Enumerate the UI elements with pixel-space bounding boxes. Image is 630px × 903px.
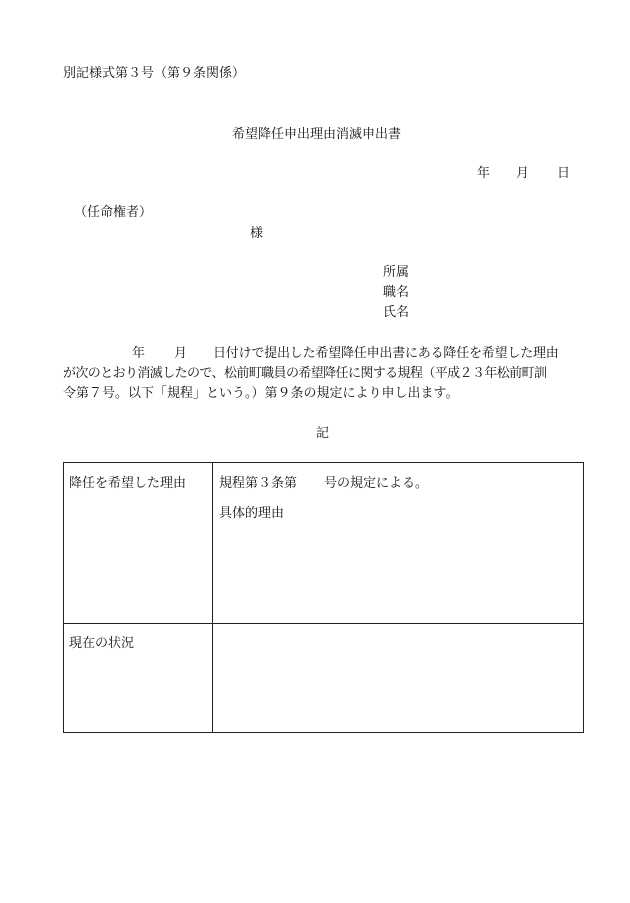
body-line3: 令第７号。以下「規程」という。）第９条の規定により申し出ます。 xyxy=(63,386,459,401)
body-line1-rest: 日付けで提出した希望降任申出書にある降任を希望した理由 xyxy=(213,346,559,361)
date-year: 年 xyxy=(477,166,491,181)
clause-suffix: 号の規定による。 xyxy=(324,476,429,491)
body-year: 年 xyxy=(132,346,146,361)
affiliation-label: 所属 xyxy=(383,265,410,280)
table-row-divider xyxy=(64,623,583,624)
appointer-honorific: 様 xyxy=(250,226,264,241)
appointer-label: （任命権者） xyxy=(74,205,153,220)
clause-prefix: 規程第３条第 xyxy=(219,476,298,491)
date-day: 日 xyxy=(557,166,571,181)
body-month: 月 xyxy=(174,346,188,361)
name-label: 氏名 xyxy=(383,305,410,320)
ki-marker: 記 xyxy=(316,426,330,441)
clause-text xyxy=(219,476,428,492)
body-line2: が次のとおり消滅したので、松前町職員の希望降任に関する規程（平成２３年松前町訓 xyxy=(63,366,547,381)
current-status-label: 現在の状況 xyxy=(69,636,135,651)
reason-label: 降任を希望した理由 xyxy=(69,476,187,491)
detail-reason-label: 具体的理由 xyxy=(219,506,285,521)
form-number: 別記様式第３号（第９条関係） xyxy=(63,66,246,81)
date-month: 月 xyxy=(516,166,530,181)
position-label: 職名 xyxy=(383,285,410,300)
form-table xyxy=(63,462,584,733)
document-title: 希望降任申出理由消滅申出書 xyxy=(232,127,402,142)
table-column-divider xyxy=(212,463,213,732)
